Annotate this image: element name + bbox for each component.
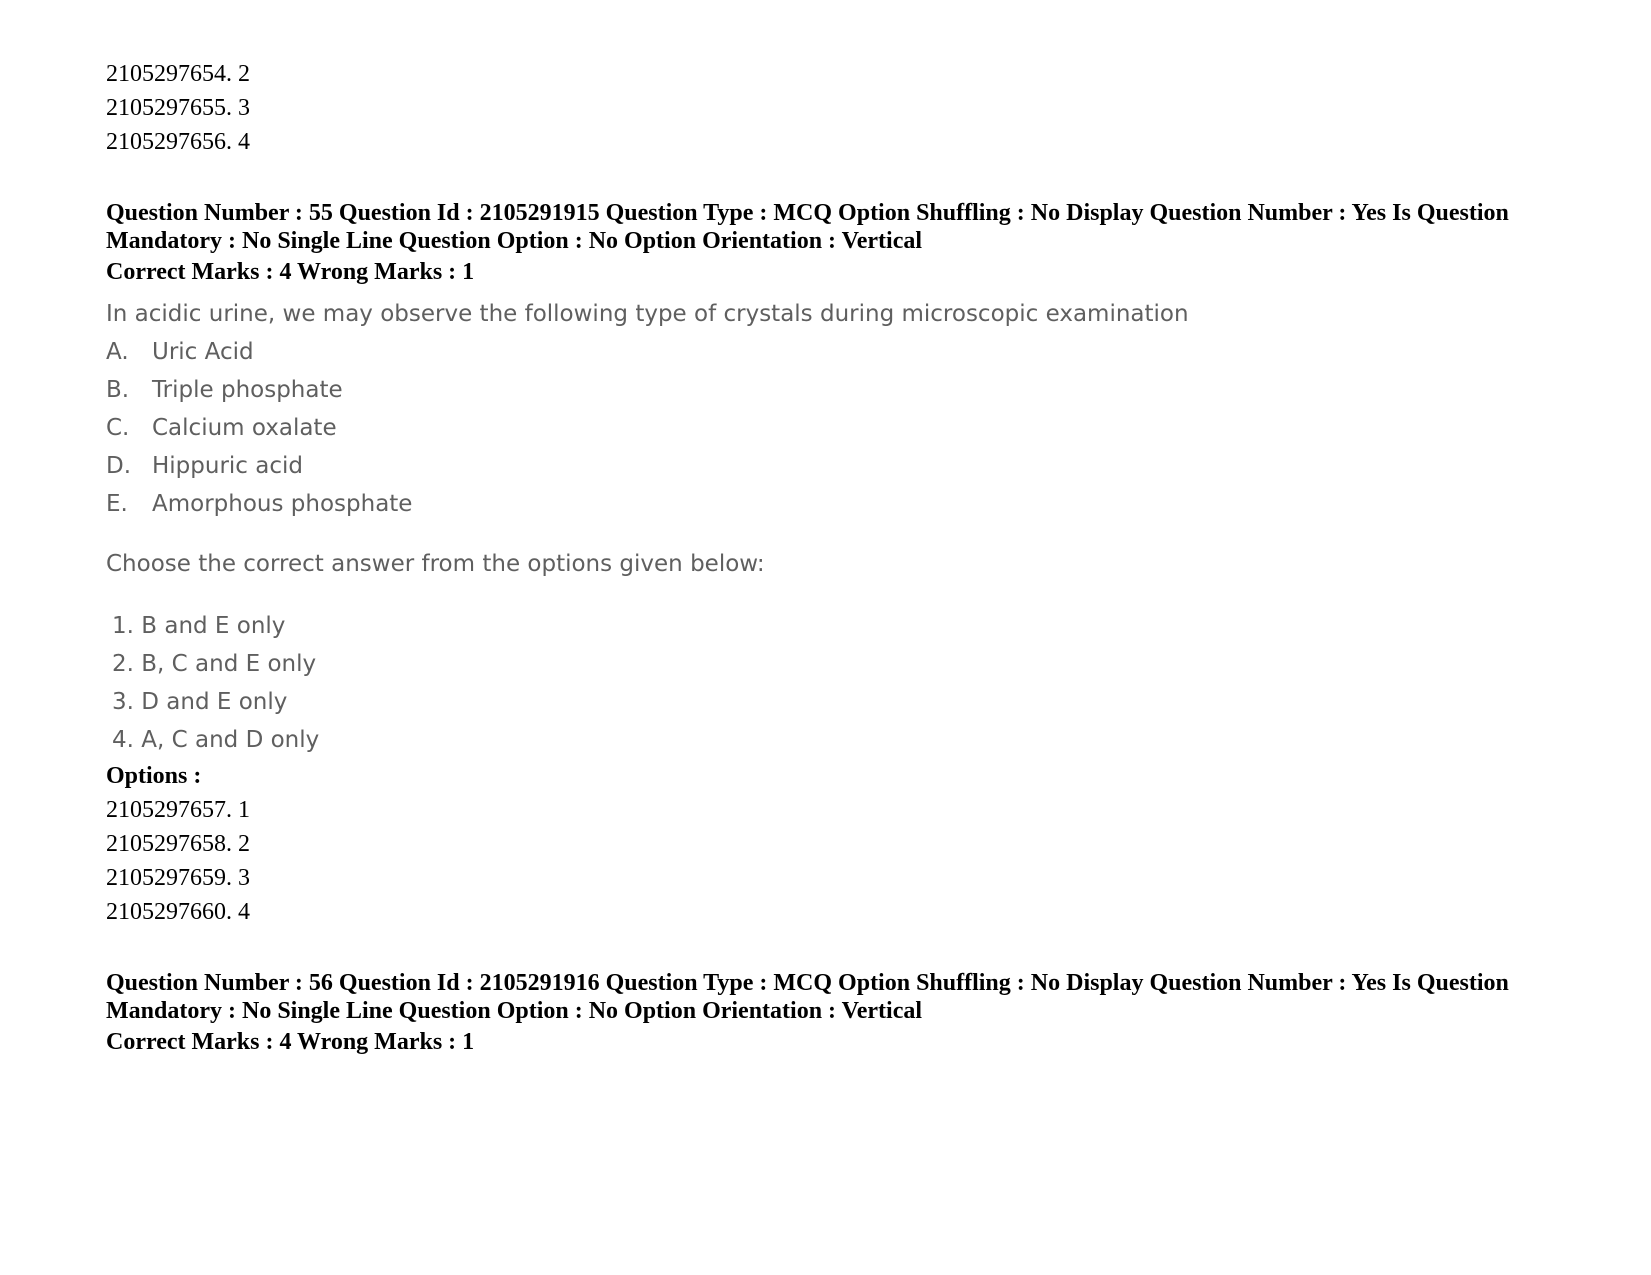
question-image-content <box>106 295 1566 759</box>
list-item <box>106 447 1566 485</box>
answer-choice: 1. B and E only <box>112 613 286 639</box>
list-item <box>106 333 1566 371</box>
option-id-line: 2105297659. 3 <box>106 865 250 891</box>
answer-choice: 3. D and E only <box>112 689 288 715</box>
item-letter: E. <box>106 491 128 517</box>
question-meta: Question Number : 55 Question Id : 2105291915 Question Type : MCQ Option Shuffling : No Display Question Number : Yes Is Question Mandatory : No Single Line Question Option : No Option Orientation : Vertical <box>106 200 1509 254</box>
item-letter: D. <box>106 453 132 479</box>
choose-instruction: Choose the correct answer from the options given below: <box>106 551 765 577</box>
answer-choice-list <box>106 607 1566 759</box>
list-item <box>106 485 1566 523</box>
question-55-block <box>106 199 1566 929</box>
option-id-line: 2105297654. 2 <box>106 61 250 87</box>
item-letter: C. <box>106 415 130 441</box>
item-text: Amorphous phosphate <box>152 491 413 517</box>
list-item <box>106 371 1566 409</box>
option-id-line: 2105297657. 1 <box>106 797 250 823</box>
item-text: Calcium oxalate <box>152 415 337 441</box>
question-meta: Question Number : 56 Question Id : 2105291916 Question Type : MCQ Option Shuffling : No Display Question Number : Yes Is Question Mandatory : No Single Line Question Option : No Option Orientation : Vertical <box>106 970 1509 1024</box>
list-item <box>106 409 1566 447</box>
options-label: Options : <box>106 763 202 789</box>
option-id-line: 2105297660. 4 <box>106 899 250 925</box>
item-text: Uric Acid <box>152 339 254 365</box>
option-id-line: 2105297658. 2 <box>106 831 250 857</box>
option-id-line: 2105297656. 4 <box>106 129 250 155</box>
item-letter: A. <box>106 339 129 365</box>
document-page <box>106 57 1566 1059</box>
item-letter: B. <box>106 377 130 403</box>
question-stem: In acidic urine, we may observe the following type of crystals during microscopic examination <box>106 301 1189 327</box>
previous-question-options <box>106 57 1566 159</box>
option-id-line: 2105297655. 3 <box>106 95 250 121</box>
item-text: Triple phosphate <box>152 377 343 403</box>
question-56-block <box>106 969 1566 1059</box>
item-text: Hippuric acid <box>152 453 303 479</box>
question-marks: Correct Marks : 4 Wrong Marks : 1 <box>106 1029 475 1055</box>
answer-choice: 4. A, C and D only <box>112 727 320 753</box>
crystal-item-list <box>106 333 1566 523</box>
answer-choice: 2. B, C and E only <box>112 651 317 677</box>
question-marks: Correct Marks : 4 Wrong Marks : 1 <box>106 259 475 285</box>
